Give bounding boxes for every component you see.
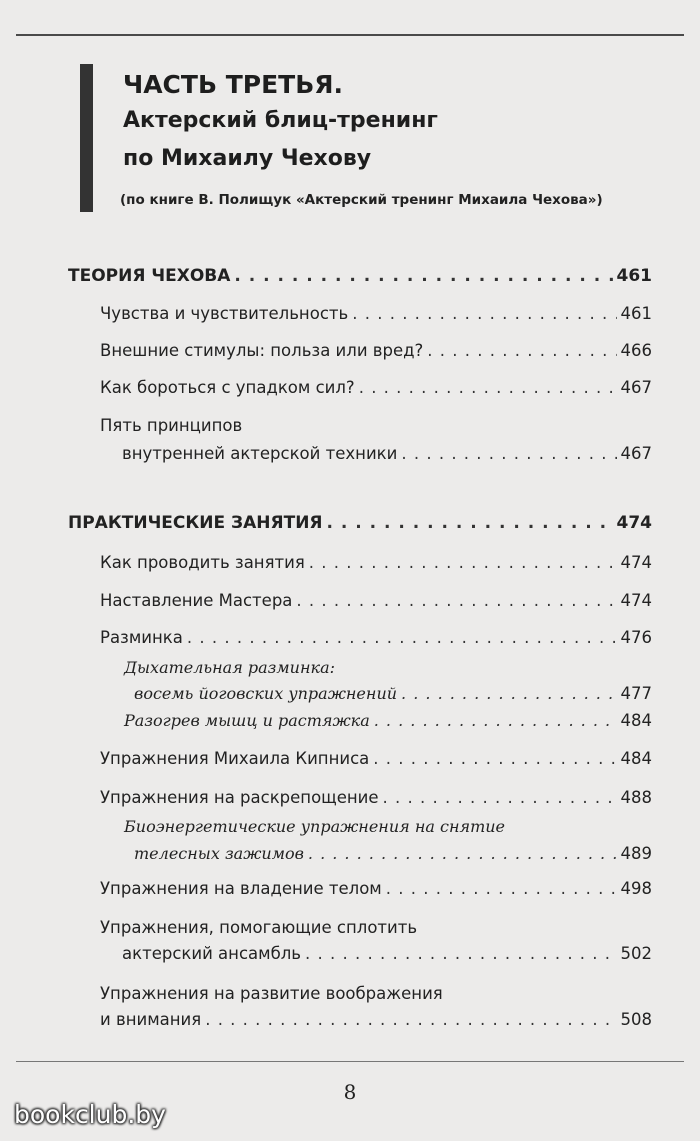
toc-page: 461 [620,304,652,323]
toc-page: 467 [620,444,652,463]
toc-item[interactable] [100,1010,652,1029]
toc-label: Упражнения Михаила Кипниса [100,749,370,768]
toc-label: внутренней актерской техники [122,444,398,463]
toc-page: 508 [620,1010,652,1029]
toc-page: 502 [620,944,652,963]
leader-dots [374,711,617,730]
toc-subitem-label-line1: Дыхательная разминка: [124,658,335,677]
leader-dots [352,304,616,323]
toc-page: 474 [620,591,652,610]
toc-label: Чувства и чувствительность [100,304,349,323]
toc-subitem-label-line1: Биоэнергетические упражнения на снятие [124,817,506,836]
leader-dots [305,944,616,963]
toc-item[interactable] [122,944,652,963]
leader-dots [308,844,617,863]
toc-page: 467 [620,378,652,397]
toc-page: 498 [620,879,652,898]
toc-label: Разогрев мышц и растяжка [124,711,370,730]
toc-label: Разминка [100,628,183,647]
top-rule [16,34,684,36]
leader-dots [296,591,616,610]
part-subtitle-line2: по Михаилу Чехову [123,146,372,171]
leader-dots [383,788,617,807]
part-subtitle-line1: Актерский блиц-тренинг [123,108,438,133]
leader-dots [401,684,616,703]
leader-dots [359,378,617,397]
toc-item-label-line1: Упражнения, помогающие сплотить [100,918,418,937]
footer-rule [16,1061,684,1062]
part-title: ЧАСТЬ ТРЕТЬЯ. [123,70,344,99]
toc-label: ПРАКТИЧЕСКИЕ ЗАНЯТИЯ [68,513,323,533]
part-source-note: (по книге В. Полищук «Актерский тренинг Михаила Чехова») [120,192,603,208]
toc-item[interactable] [100,788,652,807]
toc-page: 477 [620,684,652,703]
toc-page: 489 [620,844,652,863]
leader-dots [373,749,616,768]
toc-page: 461 [616,266,652,286]
toc-label: телесных зажимов [134,844,304,863]
leader-dots [327,513,613,533]
toc-label: Как бороться с упадком сил? [100,378,355,397]
toc-subitem[interactable] [134,684,652,703]
toc-page: 466 [620,341,652,360]
toc-subitem[interactable] [124,711,652,730]
toc-item-label-line1: Пять принципов [100,416,243,435]
toc-item[interactable] [100,628,652,647]
leader-dots [401,444,616,463]
toc-item[interactable] [100,553,652,572]
leader-dots [234,266,612,286]
toc-page: 474 [620,553,652,572]
toc-item[interactable] [100,341,652,360]
leader-dots [386,879,617,898]
toc-label: восемь йоговских упражнений [134,684,398,703]
toc-label: и внимания [100,1010,202,1029]
toc-label: Наставление Мастера [100,591,293,610]
toc-section-theory[interactable] [68,266,652,286]
page-number: 8 [343,1080,357,1104]
leader-dots [427,341,616,360]
toc-section-practice[interactable] [68,513,652,533]
toc-label: Упражнения на владение телом [100,879,382,898]
toc-label: актерский ансамбль [122,944,302,963]
toc-item[interactable] [100,378,652,397]
toc-item[interactable] [100,879,652,898]
section-marker-bar [80,64,93,212]
leader-dots [187,628,617,647]
leader-dots [205,1010,616,1029]
watermark: bookclub.by [14,1100,166,1129]
toc-page: 474 [616,513,652,533]
toc-item[interactable] [100,304,652,323]
toc-subitem[interactable] [134,844,652,863]
toc-item-label-line1: Упражнения на развитие воображения [100,984,443,1003]
toc-label: Внешние стимулы: польза или вред? [100,341,424,360]
toc-item[interactable] [122,444,652,463]
leader-dots [309,553,617,572]
toc-page: 484 [620,749,652,768]
toc-label: Упражнения на раскрепощение [100,788,379,807]
toc-item[interactable] [100,749,652,768]
toc-item[interactable] [100,591,652,610]
toc-label: ТЕОРИЯ ЧЕХОВА [68,266,231,286]
toc-page: 488 [620,788,652,807]
toc-label: Как проводить занятия [100,553,305,572]
toc-page: 484 [620,711,652,730]
toc-page: 476 [620,628,652,647]
